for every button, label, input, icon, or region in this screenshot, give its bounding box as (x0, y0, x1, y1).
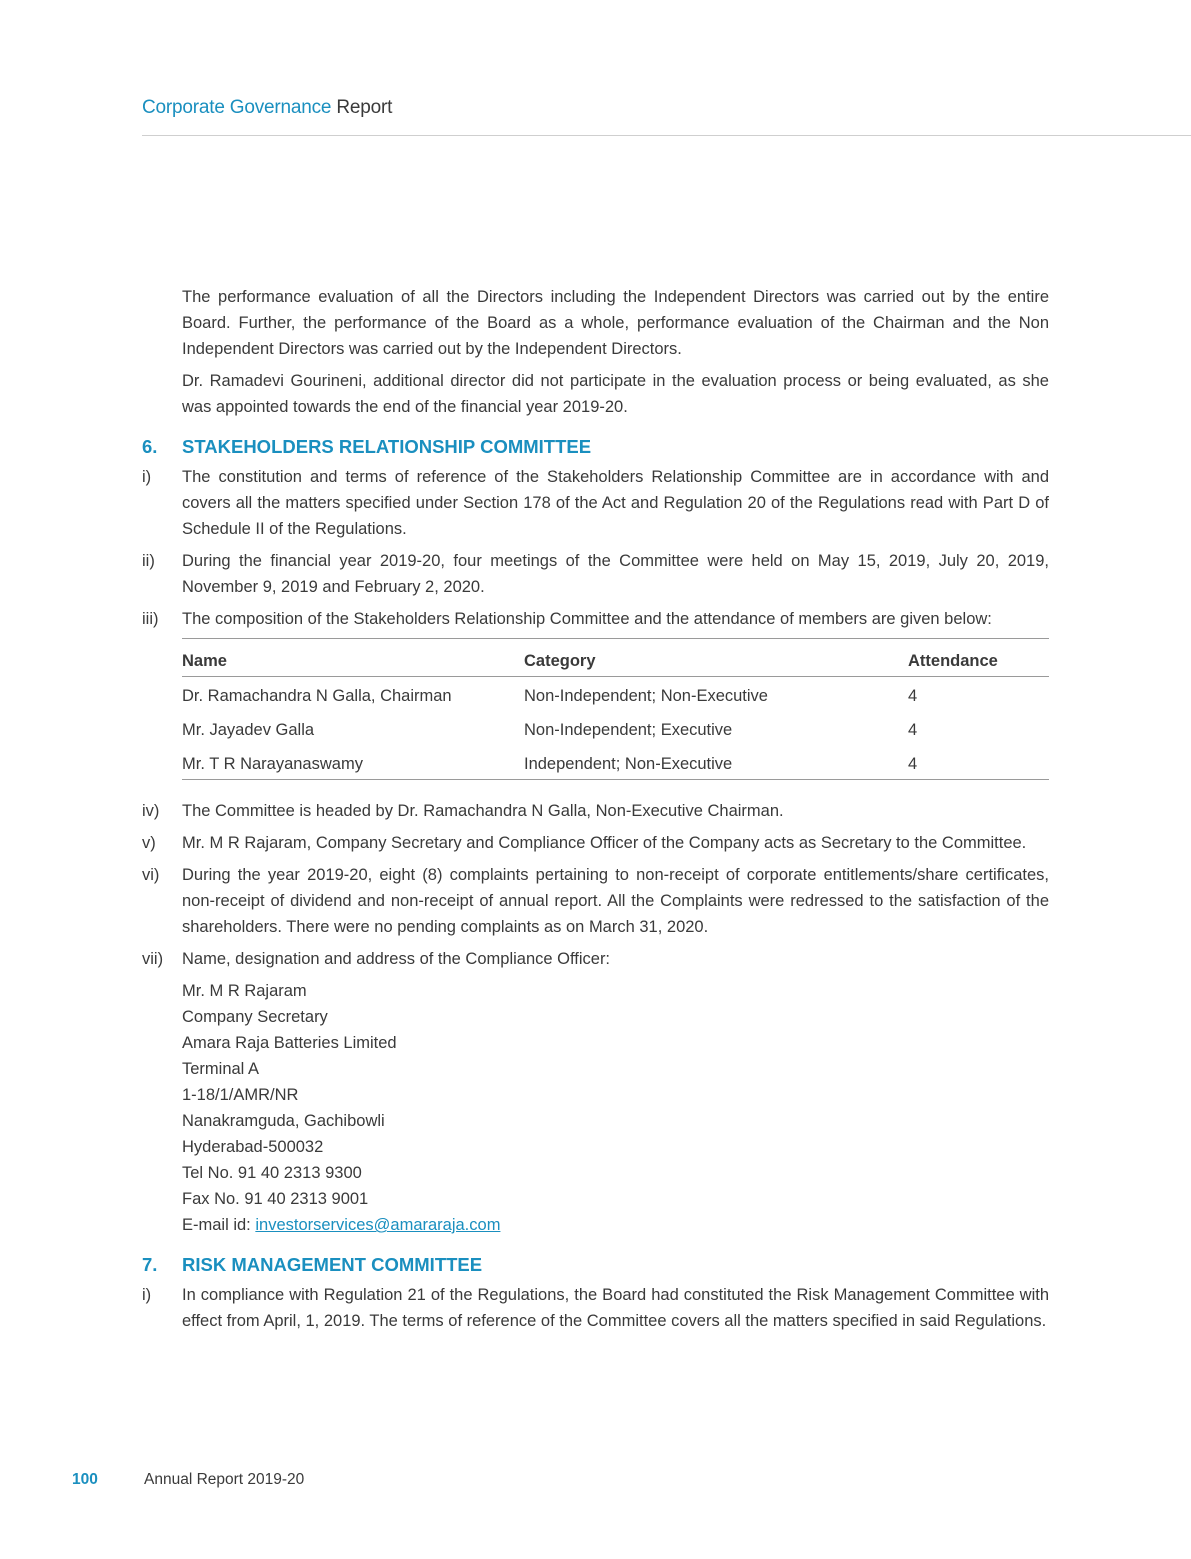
list-item-text: During the year 2019-20, eight (8) complaints pertaining to non-receipt of corporate entitlements/share certificates, non-receipt of dividend and non-receipt of annual report. All the Complaints were redressed to the satisfaction of the shareholders. There were no pending complaints as on March 31, 2020. (182, 866, 1049, 936)
member-attendance: 4 (908, 745, 1049, 780)
list-item-text: In compliance with Regulation 21 of the Regulations, the Board had constituted the Risk Management Committee with effect from April, 1, 2019. The terms of reference of the Committee covers all the matters specified in said Regulations. (182, 1286, 1049, 1330)
member-category: Non-Independent; Non-Executive (524, 687, 768, 705)
list-item-text: During the financial year 2019-20, four meetings of the Committee were held on May 15, 2019, July 20, 2019, November 9, 2019 and February 2, 2020. (182, 552, 1049, 596)
header-divider (142, 135, 1191, 136)
list-item (142, 830, 1049, 856)
section-7-heading (142, 1252, 1049, 1278)
address-line: 1-18/1/AMR/NR (182, 1086, 299, 1104)
list-item (142, 946, 1049, 972)
list-marker: v) (142, 834, 156, 852)
list-marker: ii) (142, 552, 155, 570)
list-marker: vi) (142, 866, 160, 884)
section-number: 7. (142, 1254, 158, 1275)
list-item-text: The constitution and terms of reference of the Stakeholders Relationship Committee are in accordance with and covers all the matters specified under Section 178 of the Act and Regulation 20 of the Regulations read with Part D of Schedule II of the Regulations. (182, 468, 1049, 538)
page-number: 100 (72, 1471, 98, 1488)
list-item (142, 1282, 1049, 1334)
list-marker: iii) (142, 610, 159, 628)
list-marker: i) (142, 1286, 152, 1304)
compliance-officer-address (182, 978, 1049, 1238)
list-item (142, 606, 1049, 632)
address-line: Amara Raja Batteries Limited (182, 1034, 397, 1052)
member-name: Mr. T R Narayanaswamy (182, 745, 524, 780)
list-marker: iv) (142, 802, 160, 820)
member-attendance: 4 (908, 687, 918, 705)
intro-paragraph: The performance evaluation of all the Directors including the Independent Directors was carried out by the entire Board. Further, the performance of the Board as a whole, performance evaluation of the Chairman and the Non Independent Directors was carried out by the Independent Directors. (182, 288, 1049, 358)
address-line: Tel No. 91 40 2313 9300 (182, 1164, 362, 1182)
section-number: 6. (142, 436, 158, 457)
intro-paragraph: Dr. Ramadevi Gourineni, additional director did not participate in the evaluation process or being evaluated, as she was appointed towards the end of the financial year 2019-20. (182, 372, 1049, 416)
table-row (182, 677, 1049, 712)
table-row (182, 745, 1049, 780)
committee-members-table (182, 638, 1049, 780)
member-attendance: 4 (908, 721, 918, 739)
table-row (182, 711, 1049, 745)
header-title-accent: Corporate Governance (142, 97, 332, 118)
member-category: Independent; Non-Executive (524, 745, 908, 780)
column-header: Category (524, 639, 908, 677)
list-item-text: Mr. M R Rajaram, Company Secretary and Compliance Officer of the Company acts as Secretary to the Committee. (182, 834, 1027, 852)
page-header (142, 97, 392, 119)
list-item (142, 464, 1049, 542)
list-item-text: The Committee is headed by Dr. Ramachandra N Galla, Non-Executive Chairman. (182, 802, 784, 820)
list-item (142, 548, 1049, 600)
list-item (142, 862, 1049, 940)
email-label: E-mail id: (182, 1216, 256, 1234)
table-header-row (182, 639, 1049, 677)
email-line (182, 1212, 1049, 1238)
page-footer (72, 1471, 304, 1489)
address-line: Terminal A (182, 1060, 260, 1078)
address-line: Company Secretary (182, 1008, 328, 1026)
main-content (142, 284, 1049, 1340)
list-item-text: The composition of the Stakeholders Relationship Committee and the attendance of members are given below: (182, 610, 992, 628)
committee-table-wrapper (182, 638, 1049, 780)
section-6-heading (142, 434, 1049, 460)
column-header: Name (182, 639, 524, 677)
address-line: Nanakramguda, Gachibowli (182, 1112, 385, 1130)
list-marker: vii) (142, 950, 164, 968)
list-item-text: Name, designation and address of the Compliance Officer: (182, 950, 611, 968)
column-header: Attendance (908, 639, 1049, 677)
list-item (142, 798, 1049, 824)
address-line: Fax No. 91 40 2313 9001 (182, 1190, 369, 1208)
report-name: Annual Report 2019-20 (144, 1471, 305, 1488)
section-title: RISK MANAGEMENT COMMITTEE (182, 1254, 483, 1275)
address-line: Hyderabad-500032 (182, 1138, 324, 1156)
section-title: STAKEHOLDERS RELATIONSHIP COMMITTEE (182, 436, 592, 457)
address-line: Mr. M R Rajaram (182, 982, 307, 1000)
member-name: Mr. Jayadev Galla (182, 721, 315, 739)
header-title-plain: Report (336, 97, 393, 118)
member-name: Dr. Ramachandra N Galla, Chairman (182, 687, 452, 705)
list-marker: i) (142, 468, 152, 486)
email-link[interactable]: investorservices@amararaja.com (255, 1216, 501, 1234)
member-category: Non-Independent; Executive (524, 721, 733, 739)
